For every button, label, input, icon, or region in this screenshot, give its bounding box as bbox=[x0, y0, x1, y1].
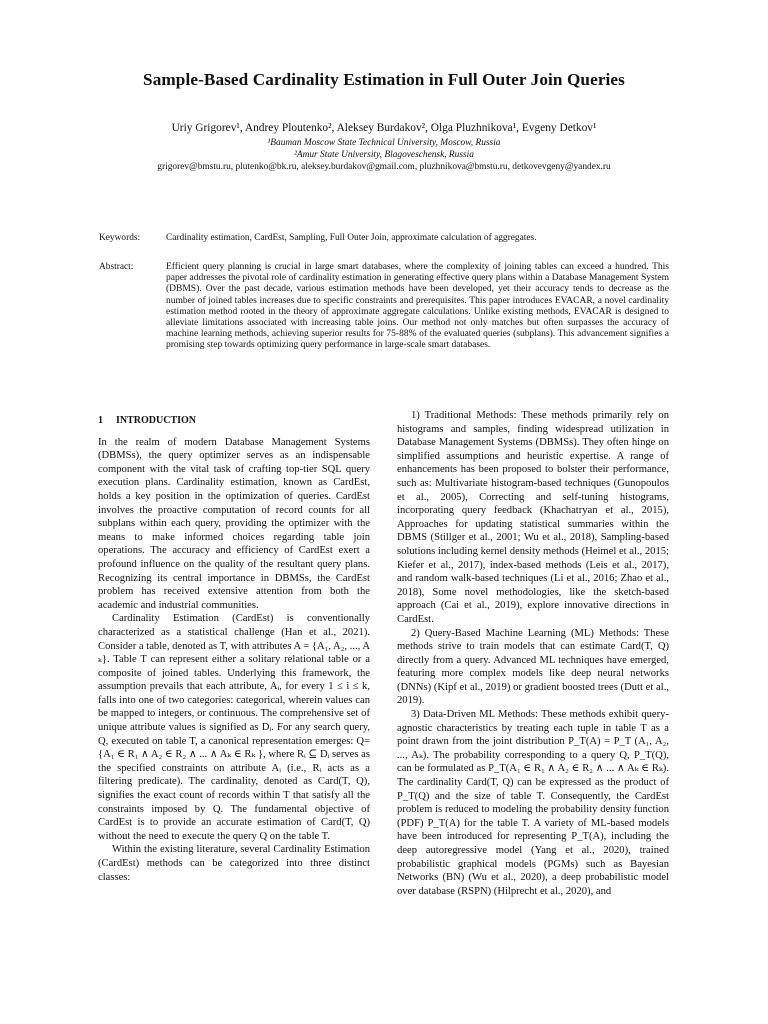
intro-paragraph-3: Within the existing literature, several Cardinality Estimation (CardEst) methods can be categorized into three distinct classes: bbox=[98, 844, 370, 883]
intro-paragraph-2: Cardinality Estimation (CardEst) is conventionally characterized as a statistical challenge (Han et al., 2021). Consider a table, denoted as T, with attributes A = {A₁, A₂, ..., A ₖ}. Table T can represent either a solitary relational table or a composite of joined tables. Underlying this framework, the assumption prevails that each attribute, Aᵢ, for every 1 ≤ i ≤ k, falls into one of two categories: categorical, wherein values can be mapped to integers, or continuous. The comprehensive set of unique attribute values is signified as Dᵢ. For any search query, Q, executed on table T, a canonical representation emerges: Q={A₁ ∈ R₁ ∧ A₂ ∈ R₂ ∧ ... ∧ Aₖ ∈ Rₖ }, where Rᵢ ⊆ Dᵢ serves as the specified constraints on attribute Aᵢ (i.e., Rᵢ acts as a filtering predicate). The cardinality, denoted as Card(T, Q), signifies the exact count of records within T that satisfy all the constraints imposed by Q. The fundamental objective of CardEst is to provide an accurate estimation of Card(T, Q) without the need to execute the query Q on the table T. bbox=[98, 613, 370, 842]
keywords-text: Cardinality estimation, CardEst, Sampling, Full Outer Join, approximate calculation of aggregates. bbox=[166, 233, 537, 243]
left-column bbox=[98, 409, 370, 884]
intro-paragraph-1: In the realm of modern Database Management Systems (DBMSs), the query optimizer serves as an indispensable component with the vital task of crafting top-tier SQL query execution plans. Cardinality estimation, known as CardEst, holds a key position in the optimization of queries. CardEst involves the proactive computation of record counts for all subplans within each query, providing the optimizer with the means to make informed choices regarding table join operations. The accuracy and efficiency of CardEst exert a profound influence on the quality of the resultant query plans. Recognizing its central importance in DBMSs, the CardEst problem has received extensive attention from both the academic and industrial communities. bbox=[98, 436, 370, 611]
right-column bbox=[397, 409, 669, 898]
keywords-label: Keywords: bbox=[99, 233, 141, 243]
abstract-text: Efficient query planning is crucial in large smart databases, where the complexity of joining tables can exceed a hundred. This paper addresses the pivotal role of cardinality estimation in generating effective query plans within a Database Management System (DBMS). Over the past decade, various estimation methods have been developed, yet their accuracy tends to decrease as the number of joined tables increases due to specific constraints and prerequisites. This paper introduces EVACAR, a novel cardinality estimation method rooted in the theory of approximate aggregate calculations. Unlike existing methods, EVACAR is designed to alleviate limitations associated with increasing table joins. Our method not only matches but often surpasses the accuracy of machine learning methods, achieving superior results for 75-88% of the evaluated queries (subplans). This advancement signifies a promising step towards optimizing query performance in large-scale smart databases. bbox=[166, 262, 669, 351]
method-class-1: 1) Traditional Methods: These methods primarily rely on histograms and samples, finding widespread utilization in Database Management Systems (DBMSs). They often hinge on simplified assumptions and heuristic expertise. A range of enhancements has been proposed to bolster their performance, such as: Multivariate histogram-based techniques (Gunopoulos et al., 2005), Correcting and self-tuning histograms, incorporating query feedback (Khachatryan et al., 2015), Approaches for updating statistical summaries within the DBMS (Stillger et al., 2001; Wu et al., 2018), Sampling-based solutions including kernel density methods (Heimel et al., 2015; Kiefer et al., 2017), index-based methods (Leis et al., 2017), and random walk-based techniques (Li et al., 2016; Zhao et al., 2018), Some novel methodologies, like the sketch-based approach (Cai et al., 2019), explore innovative directions in CardEst. bbox=[397, 410, 669, 625]
method-class-2: 2) Query-Based Machine Learning (ML) Methods: These methods strive to train models that can estimate Card(T, Q) directly from a query. Advanced ML techniques have emerged, featuring more complex models like deep neural networks (DNNs) (Kipf et al., 2019) or gradient boosted trees (Dutt et al., 2019). bbox=[397, 627, 669, 707]
affiliation-1: ¹Bauman Moscow State Technical University, Moscow, Russia bbox=[267, 138, 501, 148]
author-list: Uriy Grigorev¹, Andrey Ploutenko², Aleksey Burdakov², Olga Pluzhnikova¹, Evgeny Detkov¹ bbox=[171, 122, 597, 134]
author-emails: grigorev@bmstu.ru, plutenko@bk.ru, aleksey.burdakov@gmail.com, pluzhnikova@bmstu.ru, detkovevgeny@yandex.ru bbox=[157, 162, 611, 172]
affiliation-2: ²Amur State University, Blagoveschensk, Russia bbox=[294, 150, 474, 160]
section-title: INTRODUCTION bbox=[116, 415, 197, 426]
section-heading bbox=[98, 414, 370, 428]
section-number: 1 bbox=[98, 415, 103, 426]
abstract-label: Abstract: bbox=[99, 262, 134, 272]
paper-title: Sample-Based Cardinality Estimation in Full Outer Join Queries bbox=[143, 70, 625, 89]
method-class-3: 3) Data-Driven ML Methods: These methods exhibit query-agnostic characteristics by treating each tuple in table T as a point drawn from the joint distribution P_T(A) = P_T (A₁, A₂, ..., Aₖ). The probability corresponding to a query Q, P_T(Q), can be formulated as P_T(A₁ ∈ R₁ ∧ A₂ ∈ R₂ ∧ ... ∧ Aₖ ∈ Rₖ). The cardinality Card(T, Q) can be expressed as the product of P_T(Q) and the size of table T. Consequently, the CardEst problem is reduced to modeling the probability density function (PDF) P_T(A) for the table T. A variety of ML-based models have been introduced for representing P_T(A), including the deep autoregressive model (Yang et al., 2020), trained probabilistic graphical models (PGMs) such as Bayesian Networks (BN) (Wu et al., 2020), a deep probabilistic model over database (RSPN) (Hilprecht et al., 2020), and bbox=[397, 709, 669, 897]
